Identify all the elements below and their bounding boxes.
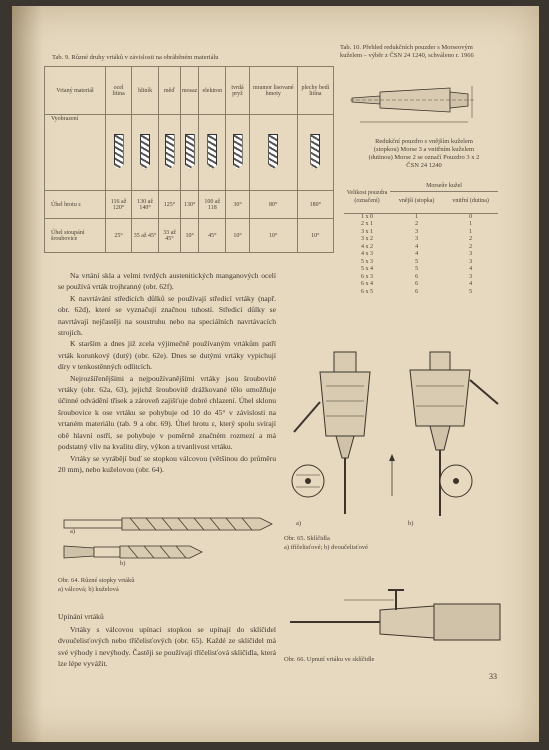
tab9-header-cell: elektron xyxy=(199,67,226,115)
drill-illustration xyxy=(114,134,124,170)
tab9-cell: 125° xyxy=(159,191,181,219)
tab10-cell: 3 xyxy=(415,228,419,235)
tab10-row xyxy=(344,221,498,229)
tab10-cell: 6 x 5 xyxy=(361,288,373,295)
paragraph: Nejrozšířenějšími a nejpoužívanějšími vrtáky jsou šroubovité vrtáky (obr. 62a, 63), jejichž šroubovitě drážkované tělo umožňuje účinné odvádění třísek a zároveň zajišťuje dobré chlazení. Úhel sklonu šroubovice k ose vrtáku se pohybuje od 10 do 45° v závislosti na vrtaném materiálu (tab. 9 a obr. 69). Úhel hrotu ε, který spolu svírají obě hlavní ostří, se pohybuje v poměrně značném rozmezí a má podstatný vliv na kvalitu díry, výkon a trvanlivost vrtáku. xyxy=(58,373,276,452)
tab9-table xyxy=(44,66,334,253)
tab10-cell: 4 xyxy=(469,266,473,272)
drill-illustration xyxy=(207,134,217,170)
tab10-cell: 5 x 4 xyxy=(361,266,373,272)
paragraph: K starším a dnes již zcela výjimečně používaným vrtákům patří vrták korunkový (dutý) (obr. 62e). Dnes se dutými vrtáky vypichují díry v tenkostěnných odlitcích. xyxy=(58,339,276,372)
drill-illustration xyxy=(233,134,243,170)
tab9-cell: 10° xyxy=(181,219,199,253)
tab10-row xyxy=(344,229,498,237)
tab10-cell: 4 xyxy=(415,243,419,250)
tab9-header-cell: tvrdá pryž xyxy=(226,67,249,115)
tab10-cell: 1 xyxy=(469,228,473,235)
tab9-cell: 10° xyxy=(297,219,333,253)
tab9-drill-cell xyxy=(297,115,333,191)
tab10-cell: 5 xyxy=(469,288,473,295)
tab10-row xyxy=(344,289,498,297)
tab10-cell: 6 xyxy=(415,281,419,287)
tab10-row xyxy=(344,213,498,221)
page-number: 33 xyxy=(489,672,497,681)
tab9-header-cell: Vrtaný materiál xyxy=(45,67,106,115)
tab10-cell: 6 xyxy=(415,288,419,295)
tab10-cell: 2 xyxy=(469,243,473,250)
tab10-cell: 3 xyxy=(469,273,473,280)
tab9-drill-cell xyxy=(181,115,199,191)
tab10-cell: 3 x 2 xyxy=(361,236,373,242)
tab9-cell: 30° xyxy=(226,191,249,219)
tab10-row xyxy=(344,251,498,259)
tab9-header-cell: mramor lisované hmoty xyxy=(249,67,297,115)
tab10-cell: 2 x 1 xyxy=(361,221,373,227)
tab9-drill-cell xyxy=(132,115,159,191)
tab10-cell: 5 xyxy=(415,266,419,272)
tab9-caption: Tab. 9. Různé druhy vrtáků v závislosti na obráběném materiálu xyxy=(52,54,219,61)
tab10-cell: 6 x 3 xyxy=(361,273,373,280)
body-text-2 xyxy=(58,624,276,670)
tab9-cell: 10° xyxy=(249,219,297,253)
fig65-label-a: a) xyxy=(296,520,302,527)
tab10-cell: 0 xyxy=(469,213,473,220)
tab9-cell: 33 až 45° xyxy=(159,219,181,253)
fig64-caption: Obr. 64. Různé stopky vrtáků xyxy=(58,577,135,584)
tab10-cell: 2 xyxy=(415,221,419,227)
fig64-label-a: a) xyxy=(70,528,76,535)
tab10-cell: 3 xyxy=(469,251,473,257)
fig65-label-b: b) xyxy=(408,520,414,527)
tab10-cell: 5 x 3 xyxy=(361,258,373,265)
tab10-table xyxy=(344,183,498,296)
tab10-header-group: Morseův kužel xyxy=(390,183,498,191)
tab10-header-outer: vnější (stopka) xyxy=(390,191,443,213)
tab10-header-row xyxy=(344,183,498,191)
tab10-row xyxy=(344,236,498,244)
tab9-image-label: Vyobrazení xyxy=(45,115,106,191)
tab9-cell: 180° xyxy=(297,191,333,219)
tab10-header-size: Velikost pouzdra (označení) xyxy=(344,183,390,213)
tab9-row xyxy=(45,191,334,219)
tab9-header-row xyxy=(45,67,334,115)
fig64-label-b: b) xyxy=(120,560,126,567)
tab10-row xyxy=(344,274,498,282)
tab10-cell: 1 xyxy=(469,221,473,227)
tab10-cell: 1 x 0 xyxy=(361,213,373,220)
tab9-drill-cell xyxy=(159,115,181,191)
tab10-caption: Tab. 10. Přehled redukčních pouzder s Morseovým kuželem – výběr z ČSN 24 1240, schváleno r. 1966 xyxy=(340,44,474,60)
paragraph: Vrtáky se vyrábějí buď se stopkou válcovou (většinou do průměru 20 mm), nebo kuželovou (obr. 64). xyxy=(58,453,276,474)
tab9-cell: 100 až 118 xyxy=(199,191,226,219)
paragraph: Na vrtání skla a velmi tvrdých austenitických manganových ocelí se používá vrták trojhranný (obr. 62f). xyxy=(58,271,276,292)
tab10-cell: 4 xyxy=(415,251,419,257)
body-text-1 xyxy=(58,270,276,475)
tab9-header-cell: plechy bedí litina xyxy=(297,67,333,115)
tab9-cell: 130 až 140° xyxy=(132,191,159,219)
tab10-row xyxy=(344,259,498,267)
tab9-cell: 130° xyxy=(181,191,199,219)
paragraph: K navrtávání středicích důlků se používají středicí vrtáky (např. obr. 62d), které se vyznačují značnou tuhostí. Středicí důlky se navrtávají nejčastěji na soustruhu nebo na speciálních navrtávacích strojích. xyxy=(58,293,276,338)
fig65-chucks xyxy=(284,346,504,536)
tab9-drill-cell xyxy=(199,115,226,191)
tab9-drill-cell xyxy=(106,115,132,191)
tab10-row xyxy=(344,281,498,289)
tab9-row xyxy=(45,219,334,253)
tab10-cell: 4 x 2 xyxy=(361,243,373,250)
tab9-cell: 45° xyxy=(199,219,226,253)
tab10-cell: 6 x 4 xyxy=(361,281,373,287)
drill-illustration xyxy=(140,134,150,170)
tab9-image-row xyxy=(45,115,334,191)
fig66-drill-in-chuck xyxy=(284,580,504,650)
tab10-body xyxy=(344,213,498,296)
tab9-cell: 25° xyxy=(106,219,132,253)
tab9-header-cell: ocel litina xyxy=(106,67,132,115)
drill-illustration xyxy=(268,134,278,170)
tab9-cell: 35 až 45° xyxy=(132,219,159,253)
fig64-drill-shanks xyxy=(60,512,280,570)
fig66-caption: Obr. 66. Upnutí vrtáku ve sklíčidle xyxy=(284,656,375,663)
tab10-cell: 4 xyxy=(469,281,473,287)
tab9-cell: 10° xyxy=(226,219,249,253)
tab10-cell: 2 xyxy=(469,236,473,242)
tab9-cell: 116 až 120° xyxy=(106,191,132,219)
paragraph: Vrtáky s válcovou upínací stopkou se upínají do sklíčidel dvoučelisťových nebo tříčelisťových (obr. 65). Každé ze sklíčidel má své výhody i nevýhody. Častěji se používají tříčelisťová sklíčidla, která lze lépe vyvážit. xyxy=(58,625,276,669)
tab9-drill-cell xyxy=(226,115,249,191)
tab10-row xyxy=(344,266,498,274)
drill-illustration xyxy=(185,134,195,170)
tab10-header-inner: vnitřní (dutina) xyxy=(443,191,498,213)
tab10-row xyxy=(344,244,498,252)
fig65-caption: Obr. 65. Sklíčidla xyxy=(284,535,330,542)
reducing-sleeve-drawing xyxy=(350,78,490,134)
tab10-cell: 3 xyxy=(415,236,419,242)
drill-illustration xyxy=(165,134,175,170)
tab9-header-cell: hliník xyxy=(132,67,159,115)
fig65-subcaption: a) tříčelisťové; b) dvoučelisťové xyxy=(284,544,369,551)
tab10-cell: 3 x 1 xyxy=(361,228,373,235)
drill-illustration xyxy=(310,134,320,170)
tab10-cell: 6 xyxy=(415,273,419,280)
tab10-cell: 5 xyxy=(415,258,419,265)
tab9-drill-cell xyxy=(249,115,297,191)
fig64-subcaption: a) válcová; b) kuželová xyxy=(58,586,119,593)
tab10-cell: 4 x 3 xyxy=(361,251,373,257)
tab10-cell: 3 xyxy=(469,258,473,265)
tab9-row-label: Úhel hrotu ε xyxy=(45,191,106,219)
tab10-cell: 1 xyxy=(415,213,419,220)
tab9-row-label: Úhel stoupání šroubovice xyxy=(45,219,106,253)
tab9-header-cell: mosaz xyxy=(181,67,199,115)
tab10-figure-caption: Redukční pouzdro s vnějším kuželem (stopkou) Morse 3 a vnitřním kuželem (dutinou) Morse 2 se označí Pouzdro 3 x 2 ČSN 24 1240 xyxy=(368,138,480,170)
tab9-header-cell: měď xyxy=(159,67,181,115)
section-heading: Upínání vrtáků xyxy=(58,612,104,621)
tab9-cell: 80° xyxy=(249,191,297,219)
